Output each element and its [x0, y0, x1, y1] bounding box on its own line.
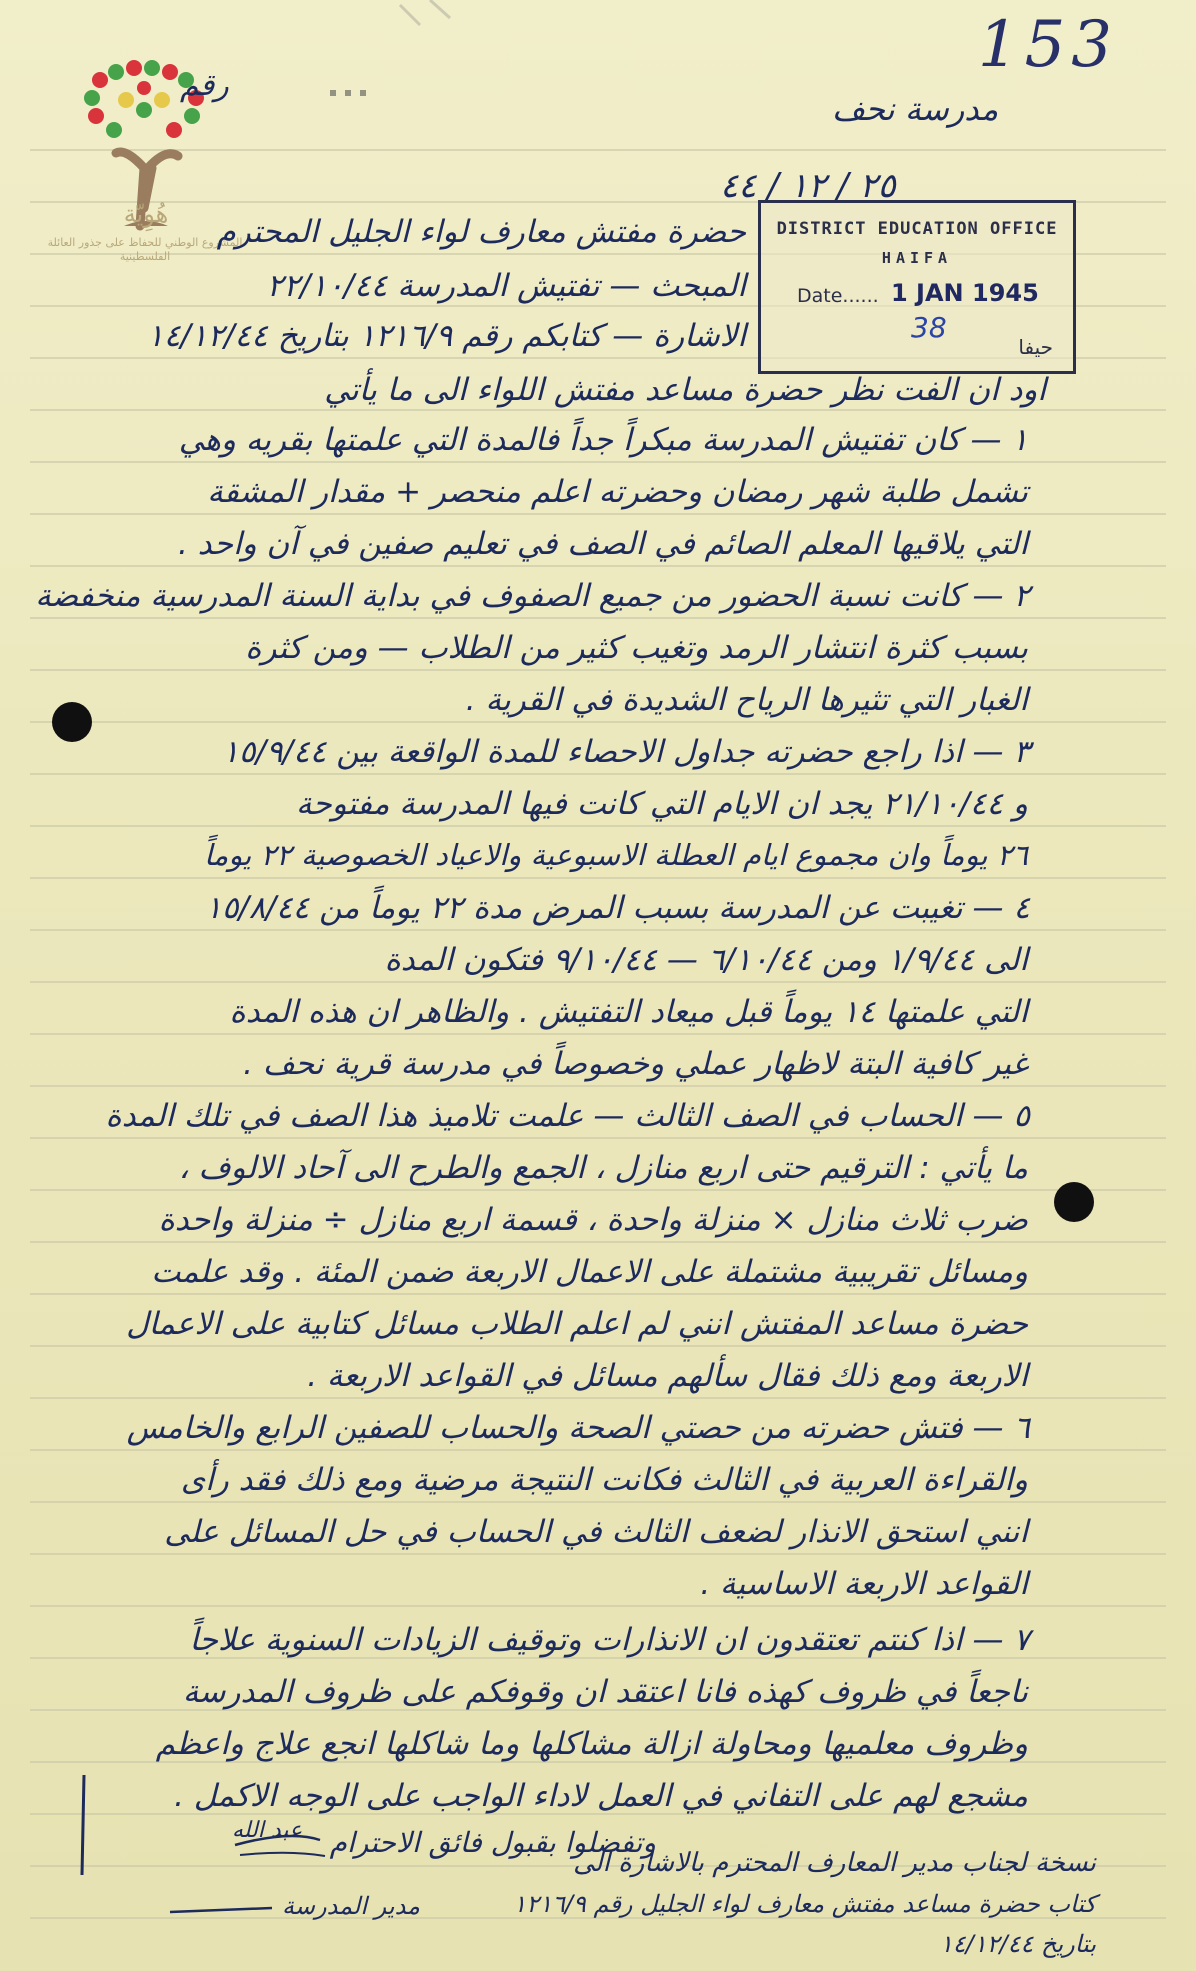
body-line: ٧ — اذا كنتم تعتقدون ان الانذارات وتوقيف الزيادات السنوية علاجاً — [189, 1622, 1030, 1658]
school-name: مدرسة نحف — [832, 90, 999, 128]
body-line: ١ — كان تفتيش المدرسة مبكراً جداً فالمدة التي علمتها بقريه وهي — [178, 422, 1028, 458]
copy-to-line: بتاريخ ١٤/١٢/٤٤ — [939, 1930, 1096, 1958]
body-line: التي يلاقيها المعلم الصائم في الصف في تعليم صفين في آن واحد . — [177, 526, 1028, 562]
stamp-date-value: 1 JAN 1945 — [891, 279, 1039, 307]
stamp-office: DISTRICT EDUCATION OFFICE — [776, 219, 1058, 239]
body-line: ٥ — الحساب في الصف الثالث — علمت تلاميذ هذا الصف في تلك المدة — [105, 1098, 1030, 1134]
body-line: ناجعاً في ظروف كهذه فانا اعتقد ان وقوفكم على ظروف المدرسة — [182, 1674, 1028, 1710]
punch-hole — [52, 702, 92, 742]
body-line: الاربعة ومع ذلك فقال سألهم مسائل في القواعد الاربعة . — [307, 1358, 1028, 1394]
page-number: 153 — [977, 8, 1118, 82]
reference-line: الاشارة — كتابكم رقم ١٢١٦/٩ بتاريخ ١٤/١٢/٤٤ — [147, 318, 746, 354]
body-line: اود ان الفت نظر حضرة مساعد مفتش اللواء الى ما يأتي — [324, 372, 1046, 408]
stamp-date-label — [797, 285, 879, 307]
addressee-line: حضرة مفتش معارف لواء الجليل المحترم — [216, 214, 746, 250]
punch-hole — [1054, 1182, 1094, 1222]
stamp-footer: حيفا — [1018, 335, 1053, 359]
body-line: والقراءة العربية في الثالث فكانت النتيجة مرضية ومع ذلك فقد رأى — [180, 1462, 1028, 1498]
body-line: ٦ — فتش حضرته من حصتي الصحة والحساب للصفين الرابع والخامس — [126, 1410, 1030, 1446]
stamp-city: HAIFA — [881, 249, 953, 267]
body-line: ٢ — كانت نسبة الحضور من جميع الصفوف في بداية السنة المدرسية منخفضة — [35, 578, 1030, 614]
body-line: و ٢١/١٠/٤٤ يجد ان الايام التي كانت فيها المدرسة مفتوحة — [296, 786, 1028, 822]
logo-caption: المشروع الوطني للحفاظ على جذور العائلة الفلسطينية — [47, 236, 243, 263]
body-line: وتفضلوا بقبول فائق الاحترام — [329, 1826, 656, 1859]
body-line: مشجع لهم على التفاني في العمل لاداء الواجب على الوجه الاكمل . — [174, 1778, 1028, 1814]
body-line: انني استحق الانذار لضعف الثالث في الحساب في حل المسائل على — [164, 1514, 1028, 1550]
body-line: حضرة مساعد المفتش انني لم اعلم الطلاب مسائل كتابية على الاعمال — [126, 1306, 1028, 1342]
body-line: ٣ — اذا راجع حضرته جداول الاحصاء للمدة الواقعة بين ١٥/٩/٤٤ — [222, 734, 1030, 770]
received-stamp — [758, 200, 1076, 374]
body-line: الغبار التي تثيرها الرياح الشديدة في القرية . — [465, 682, 1028, 718]
body-line: ضرب ثلاث منازل × منزلة واحدة ، قسمة اربع منازل ÷ منزلة واحدة — [158, 1202, 1028, 1238]
body-line: وظروف معلميها ومحاولة ازالة مشاكلها وما شاكلها انجع علاج واعظم — [155, 1726, 1028, 1762]
body-line: بسبب كثرة انتشار الرمد وتغيب كثير من الطلاب — ومن كثرة — [245, 630, 1028, 666]
body-line: غير كافية البتة لاظهار عملي وخصوصاً في مدرسة قرية نحف . — [243, 1046, 1028, 1082]
copy-to-line: نسخة لجناب مدير المعارف المحترم بالاشارة الى — [573, 1848, 1096, 1878]
body-line: ومسائل تقريبية مشتملة على الاعمال الاربعة ضمن المئة . وقد علمت — [151, 1254, 1028, 1290]
signature: عبد الله — [232, 1818, 303, 1843]
body-line: الى ١/٩/٤٤ ومن ٦/١٠/٤٤ — ٩/١٠/٤٤ فتكون المدة — [384, 942, 1028, 978]
body-line: ٢٦ يوماً وان مجموع ايام العطلة الاسبوعية والاعياد الخصوصية ٢٢ يوماً — [203, 838, 1028, 872]
body-line: ٤ — تغيبت عن المدرسة بسبب المرض مدة ٢٢ يوماً من ١٥/٨/٤٤ — [205, 890, 1030, 926]
body-line: تشمل طلبة شهر رمضان وحضرته اعلم منحصر + مقدار المشقة — [207, 474, 1028, 510]
stamp-date-dots: ...... — [842, 285, 879, 307]
body-line: التي علمتها ١٤ يوماً قبل ميعاد التفتيش . والظاهر ان هذه المدة — [229, 994, 1028, 1030]
logo-name: هُوِيّة — [123, 200, 169, 228]
copy-to-line: كتاب حضرة مساعد مفتش معارف لواء الجليل رقم ١٢١٦/٩ — [513, 1890, 1096, 1918]
letter-date: ٢٥ / ١٢ / ٤٤ — [720, 166, 896, 206]
body-line: ما يأتي : الترقيم حتى اربع منازل ، الجمع والطرح الى آحاد الالوف ، — [178, 1150, 1028, 1186]
raqm-label: رقم — [180, 68, 229, 103]
subject-line: المبحث — تفتيش المدرسة ٢٢/١٠/٤٤ — [266, 268, 746, 304]
stamp-date-label-text: Date — [797, 285, 843, 307]
signatory-title: مدير المدرسة — [282, 1892, 421, 1920]
stamp-number: 38 — [911, 311, 947, 344]
body-line: القواعد الاربعة الاساسية . — [700, 1566, 1028, 1602]
